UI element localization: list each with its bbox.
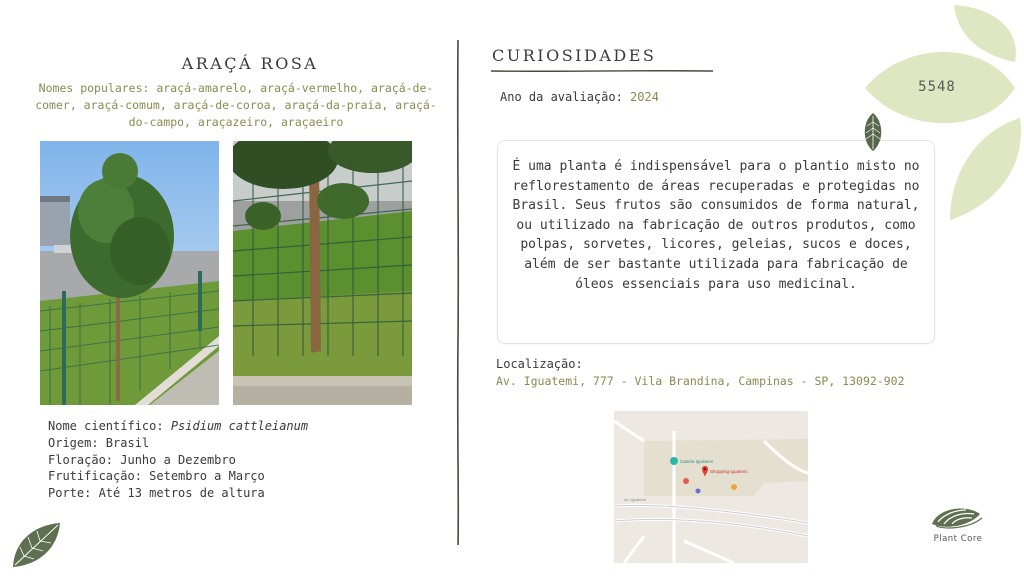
map-label-shopping: Shopping Iguatemi xyxy=(710,469,748,474)
id-number: 5548 xyxy=(918,79,956,95)
trunk-photo xyxy=(233,141,412,405)
plant-title: ARAÇÁ ROSA xyxy=(181,54,319,73)
size: Porte: Até 13 metros de altura xyxy=(48,486,265,501)
scientific-name-value: Psidium cattleianum xyxy=(170,419,309,433)
curiosity-text: É uma planta é indispensável para o plantio misto no reflorestamento de áreas recuperadas e protegidas no Brasil. Seus frutos são consumidos de forma natural, ou utilizado na fabricação de outros produtos, como polpas, sorvetes, licores, geleias, sucos e doces, além de ser bastante utilizada para fabricação de óleos essenciais para uso medicinal. xyxy=(512,159,920,292)
popular-names: Nomes populares: araçá-amarelo, araçá-vermelho, araçá-de-comer, araçá-comum, araçá-de-coroa, araçá-da-praia, araçá-do-campo, araçazeiro, araçaeiro xyxy=(35,81,437,129)
brand-name: Plant Core xyxy=(933,534,983,544)
plant-facts xyxy=(48,418,308,502)
map-label-street: Av. Iguatemi xyxy=(624,497,646,502)
tree-photo xyxy=(40,141,219,405)
evaluation-year: Ano da avaliação: 2024 xyxy=(500,90,659,104)
title-underline xyxy=(491,68,713,74)
location-label: Localização: xyxy=(496,357,583,371)
scientific-name: Nome científico: Psidium cattleianum xyxy=(48,419,309,433)
corner-leaf-icon xyxy=(10,521,62,569)
small-leaf-icon xyxy=(862,112,884,152)
location-address: Av. Iguatemi, 777 - Vila Brandina, Campinas - SP, 13092-902 xyxy=(496,374,905,388)
vertical-divider xyxy=(456,40,460,545)
flowering: Floração: Junho a Dezembro xyxy=(48,452,236,467)
plant-core-logo xyxy=(922,502,994,562)
origin: Origem: Brasil xyxy=(48,435,150,450)
map-label-galeria: Galeria Iguatemi xyxy=(680,459,714,464)
location-map[interactable] xyxy=(614,411,808,563)
curiosities-title: CURIOSIDADES xyxy=(492,46,657,65)
fruiting: Frutificação: Setembro a Março xyxy=(48,469,265,484)
evaluation-year-value: 2024 xyxy=(630,90,659,104)
